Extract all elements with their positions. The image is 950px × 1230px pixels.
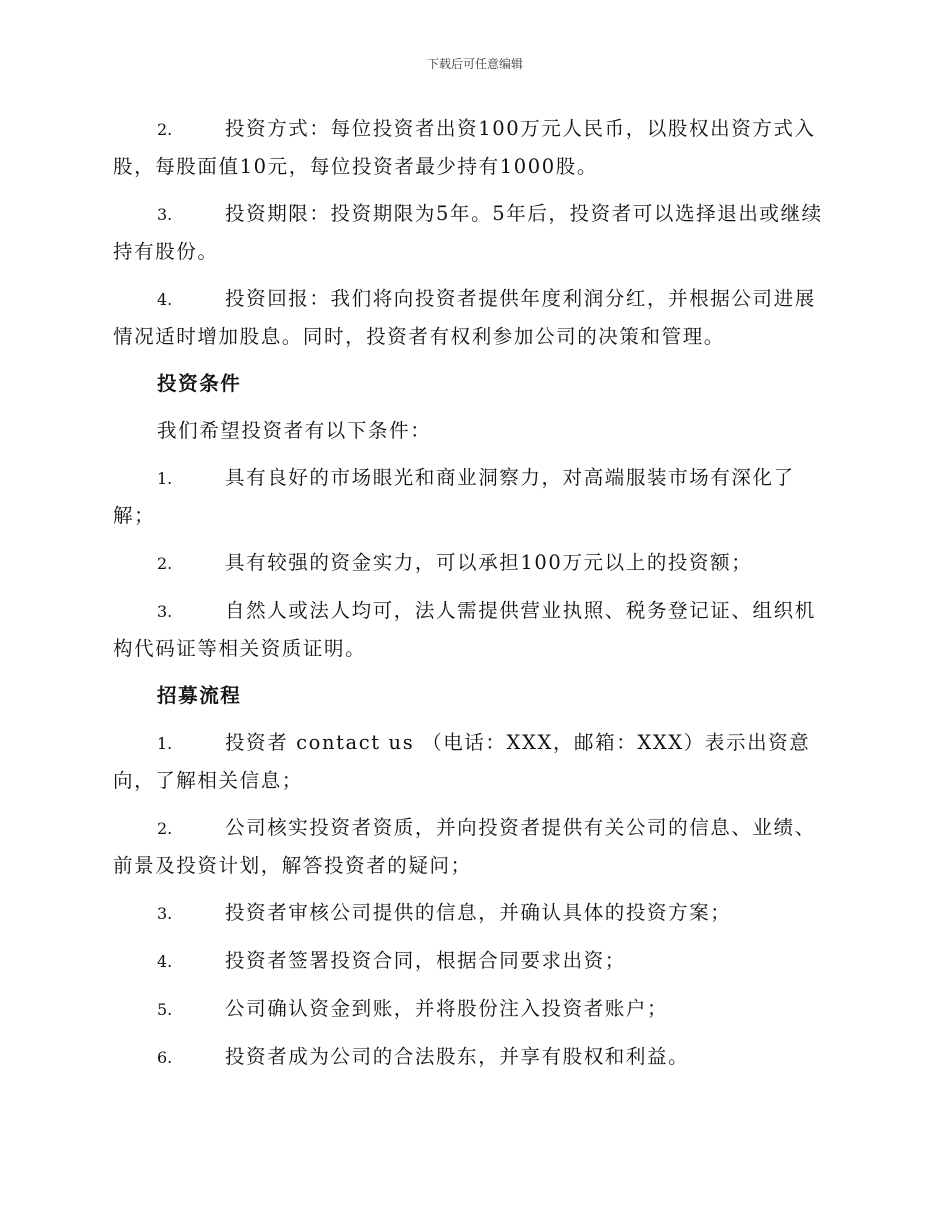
list-text: 具有良好的市场眼光和商业洞察力，对高端服装市场有深化了解； [113,466,795,527]
list-number: 3. [157,205,173,224]
list-item [113,195,835,270]
list-number: 2. [157,554,173,573]
list-text: 投资者 contact us （电话：XXX，邮箱：XXX）表示出资意向，了解相关信息； [113,731,811,792]
list-item [113,280,835,355]
list-number: 5. [157,1000,173,1019]
list-text: 投资期限：投资期限为5年。5年后，投资者可以选择退出或继续持有股份。 [113,202,823,263]
list-item [113,459,835,534]
page-header: 下载后可任意编辑 [426,57,523,71]
section-heading-process: 招募流程 [157,684,242,707]
list-text: 投资者审核公司提供的信息，并确认具体的投资方案； [225,901,732,924]
document-body [113,110,835,1086]
list-text: 投资者签署投资合同，根据合同要求出资； [225,949,626,972]
list-number: 6. [157,1048,173,1067]
list-item [113,942,835,980]
list-item [113,544,835,582]
list-number: 3. [157,602,173,621]
list-item [113,110,835,185]
list-item [113,1038,835,1076]
list-item [113,809,835,884]
list-text: 公司确认资金到账，并将股份注入投资者账户； [225,997,669,1020]
section-heading-conditions: 投资条件 [157,372,242,395]
list-item [113,724,835,799]
list-number: 1. [157,734,173,753]
list-text: 自然人或法人均可，法人需提供营业执照、税务登记证、组织机构代码证等相关资质证明。 [113,599,816,660]
list-number: 4. [157,952,173,971]
list-text: 公司核实投资者资质，并向投资者提供有关公司的信息、业绩、前景及投资计划，解答投资者的疑问； [113,816,816,877]
list-text: 具有较强的资金实力，可以承担100万元以上的投资额； [225,551,753,574]
list-item [113,990,835,1028]
list-number: 4. [157,290,173,309]
list-number: 2. [157,819,173,838]
list-item [113,894,835,932]
list-item [113,592,835,667]
list-text: 投资回报：我们将向投资者提供年度利润分红，并根据公司进展情况适时增加股息。同时，投资者有权利参加公司的决策和管理。 [113,287,816,348]
list-number: 2. [157,120,173,139]
list-text: 投资者成为公司的合法股东，并享有股权和利益。 [225,1045,690,1068]
section-intro: 我们希望投资者有以下条件： [157,419,432,442]
list-number: 1. [157,469,173,488]
list-text: 投资方式：每位投资者出资100万元人民币，以股权出资方式入股，每股面值10元，每位投资者最少持有1000股。 [113,117,816,178]
list-number: 3. [157,904,173,923]
